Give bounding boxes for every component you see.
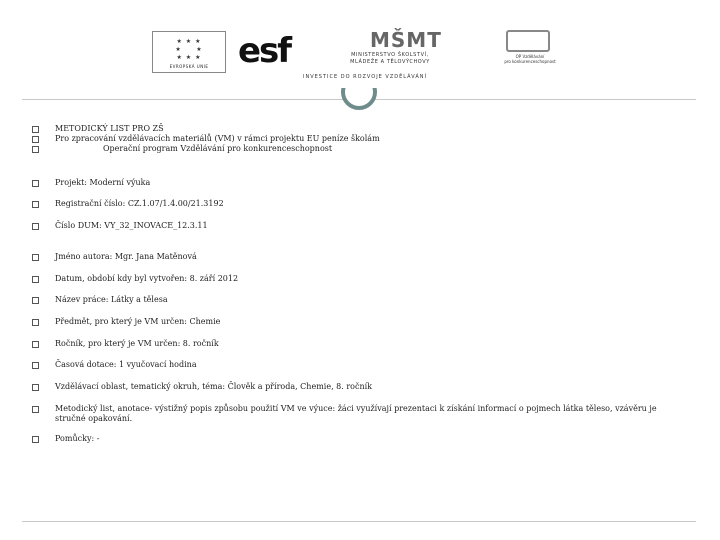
list-item-grade: Ročník, pro který je VM určen: 8. ročník xyxy=(55,339,219,348)
bullet-icon xyxy=(32,319,39,326)
msmt-mark: MŠMT xyxy=(370,28,442,52)
list-item-dum-number: Číslo DUM: VY_32_INOVACE_12.3.11 xyxy=(55,221,208,230)
bullet-icon xyxy=(32,276,39,283)
op-vk-caption-line-1: OP Vzdělávání xyxy=(515,54,545,59)
bullet-icon xyxy=(32,254,39,261)
bullet-icon xyxy=(32,223,39,230)
msmt-caption xyxy=(340,52,440,66)
op-vk-caption-line-2: pro konkurenceschopnost xyxy=(504,59,556,64)
list-item-time: Časová dotace: 1 vyučovací hodina xyxy=(55,360,197,369)
msmt-caption-line-2: MLÁDEŽE A TĚLOVÝCHOVY xyxy=(350,59,430,65)
esf-logo xyxy=(232,32,298,70)
op-vk-badge-icon xyxy=(506,30,550,52)
eu-stars-icon: ★ ★ ★ ★ ★ ★ ★ ★ xyxy=(175,38,203,61)
list-item-date: Datum, období kdy byl vytvořen: 8. září 2012 xyxy=(55,274,239,283)
bullet-icon xyxy=(32,384,39,391)
list-item-title: Název práce: Látky a tělesa xyxy=(55,295,168,304)
list-item-project: Projekt: Moderní výuka xyxy=(55,178,151,187)
bullet-icon xyxy=(32,126,39,133)
list-item-aids: Pomůcky: - xyxy=(55,434,100,443)
sheet-program: Operační program Vzdělávání pro konkurenceschopnost xyxy=(103,144,333,153)
bullet-icon xyxy=(32,341,39,348)
eu-caption: EVROPSKÁ UNIE xyxy=(169,64,209,69)
op-vk-logo xyxy=(490,30,570,70)
bottom-divider xyxy=(22,521,696,522)
sheet-title: METODICKÝ LIST PRO ZŠ xyxy=(55,124,164,133)
bullet-icon xyxy=(32,436,39,443)
bullet-icon xyxy=(32,146,39,153)
bullet-icon xyxy=(32,406,39,413)
bullet-icon xyxy=(32,180,39,187)
eu-flag-logo xyxy=(152,31,226,73)
list-item-subject: Předmět, pro který je VM určen: Chemie xyxy=(55,317,221,326)
op-vk-caption xyxy=(490,54,570,64)
sheet-subtitle: Pro zpracování vzdělávacích materiálů (VM) v rámci projektu EU peníze školám xyxy=(55,134,380,143)
esf-logo-text: esf xyxy=(238,31,291,71)
ring-ornament xyxy=(341,88,377,110)
bullet-icon xyxy=(32,297,39,304)
msmt-caption-line-1: MINISTERSTVO ŠKOLSTVÍ, xyxy=(351,52,429,58)
msmt-logo xyxy=(340,28,440,74)
list-item-author: Jméno autora: Mgr. Jana Matěnová xyxy=(55,252,197,261)
list-item-registration: Registrační číslo: CZ.1.07/1.4.00/21.3192 xyxy=(55,199,224,208)
logo-strip-caption: INVESTICE DO ROZVOJE VZDĚLÁVÁNÍ xyxy=(302,74,428,80)
list-item-area: Vzdělávací oblast, tematický okruh, téma: Člověk a příroda, Chemie, 8. ročník xyxy=(55,382,373,391)
logo-strip xyxy=(150,28,580,84)
bullet-icon xyxy=(32,136,39,143)
bullet-icon xyxy=(32,201,39,208)
bullet-icon xyxy=(32,362,39,369)
list-item-annotation: Metodický list, anotace- výstižný popis způsobu použití VM ve výuce: žáci využívají prezentaci k získání informací o pojmech látka těleso, vzávěru je stručné opakování. xyxy=(55,404,657,423)
